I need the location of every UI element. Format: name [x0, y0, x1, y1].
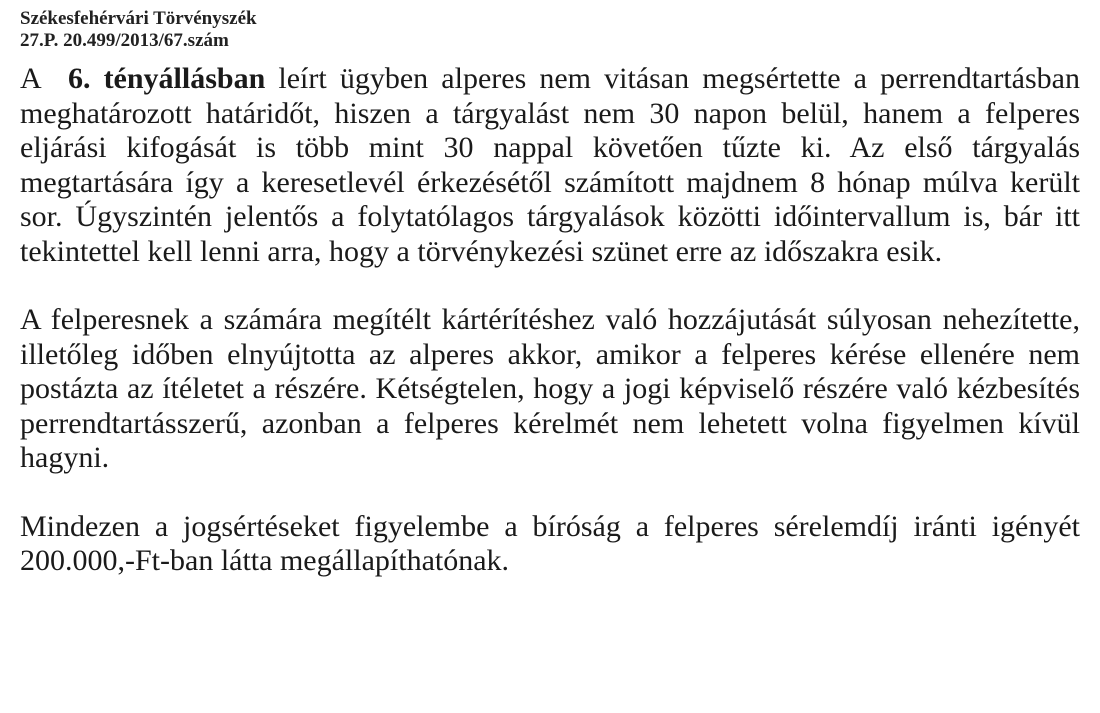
paragraph-3: Mindezen a jogsértéseket figyelembe a bíróság a felperes sérelemdíj iránti igényét 200.000,-Ft-ban látta megállapíthatónak. [20, 509, 1080, 577]
paragraph-1-bold: 6. tényállásban [67, 62, 266, 95]
paragraph-1-lead: A [20, 62, 42, 95]
paragraph-1 [20, 62, 1080, 269]
case-number: 27.P. 20.499/2013/67.szám [20, 30, 229, 51]
document-header [20, 8, 1080, 52]
paragraph-2: A felperesnek a számára megítélt kártérítéshez való hozzájutását súlyosan nehezítette, illetőleg időben elnyújtotta az alperes akkor, amikor a felperes kérése ellenére nem postázta az ítéletet a részére. Kétségtelen, hogy a jogi képviselő részére való kézbesítés perrendtartásszerű, azonban a felperes kérelmét nem lehetett volna figyelmen kívül hagyni. [20, 303, 1080, 474]
paragraph-1-text: leírt ügyben alperes nem vitásan megsértette a perrendtartásban meghatározott határidőt, hiszen a tárgyalást nem 30 napon belül, hanem a felperes eljárási kifogását is több mint 30 nappal követően tűzte ki. Az első tárgyalás megtartására így a keresetlevél érkezésétől számított majdnem 8 hónap múlva került sor. Úgyszintén jelentős a folytatólagos tárgyalások közötti időintervallum is, bár itt tekintettel kell lenni arra, hogy a törvénykezési szünet erre az időszakra esik. [20, 62, 1080, 268]
court-name: Székesfehérvári Törvényszék [20, 8, 257, 29]
